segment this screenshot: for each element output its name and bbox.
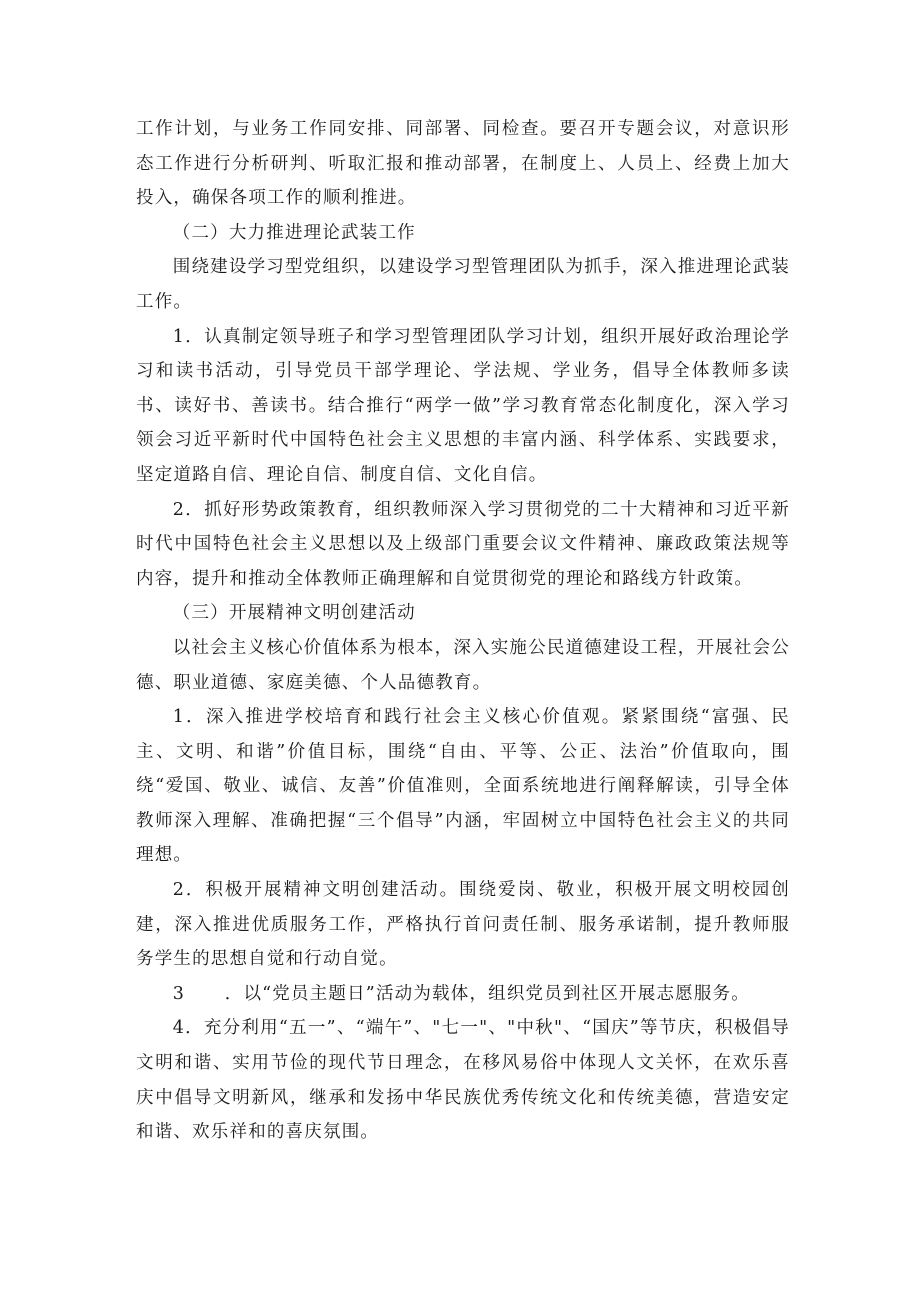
section-heading-2: （二）大力推进理论武装工作	[172, 222, 416, 243]
list-item-civilization-2: 2．积极开展精神文明创建活动。围绕爱岗、敬业，积极开展文明校园创建，深入推进优质服务工作，严格执行首问责任制、服务承诺制，提升教师服务学生的思想自觉和行动自觉。	[136, 880, 790, 970]
list-item-text: ．以“党员主题日”活动为载体，组织党员到社区开展志愿服务。	[224, 983, 750, 1004]
section-heading-3: （三）开展精神文明创建活动	[172, 603, 416, 624]
paragraph-continuation: 工作计划，与业务工作同安排、同部署、同检查。要召开专题会议，对意识形态工作进行分析研判、听取汇报和推动部署，在制度上、人员上、经费上加大投入，确保各项工作的顺利推进。	[136, 119, 790, 209]
list-item-number: 3	[172, 983, 186, 1004]
paragraph-intro-civilization: 以社会主义核心价值体系为根本，深入实施公民道德建设工程，开展社会公德、职业道德、家庭美德、个人品德教育。	[136, 637, 790, 693]
list-item-theory-2: 2．抓好形势政策教育，组织教师深入学习贯彻党的二十大精神和习近平新时代中国特色社会主义思想以及上级部门重要会议文件精神、廉政政策法规等内容，提升和推动全体教师正确理解和自觉贯彻党的理论和路线方针政策。	[136, 499, 790, 589]
list-item-theory-1: 1．认真制定领导班子和学习型管理团队学习计划，组织开展好政治理论学习和读书活动，引导党员干部学理论、学法规、学业务，倡导全体教师多读书、读好书、善读书。结合推行“两学一做”学习教育常态化制度化，深入学习领会习近平新时代中国特色社会主义思想的丰富内涵、科学体系、实践要求，坚定道路自信、理论自信、制度自信、文化自信。	[136, 326, 790, 485]
list-item-civilization-3	[136, 977, 790, 1012]
list-item-civilization-4: 4．充分利用“五一”、“端午”、"七一"、"中秋"、“国庆”等节庆，积极倡导文明和谐、实用节俭的现代节日理念，在移风易俗中体现人文关怀，在欢乐喜庆中倡导文明新风，继承和发扬中华民族优秀传统文化和传统美德，营造安定和谐、欢乐祥和的喜庆氛围。	[136, 1018, 790, 1143]
list-item-civilization-1: 1．深入推进学校培育和践行社会主义核心价值观。紧紧围绕“富强、民主、文明、和谐”价值目标，围绕“自由、平等、公正、法治”价值取向，围绕“爱国、敬业、诚信、友善”价值准则，全面系统地进行阐释解读，引导全体教师深入理解、准确把握“三个倡导”内涵，牢固树立中国特色社会主义的共同理想。	[136, 707, 790, 866]
paragraph-intro-theory: 围绕建设学习型党组织，以建设学习型管理团队为抓手，深入推进理论武装工作。	[136, 257, 790, 312]
document-body	[136, 112, 790, 1150]
